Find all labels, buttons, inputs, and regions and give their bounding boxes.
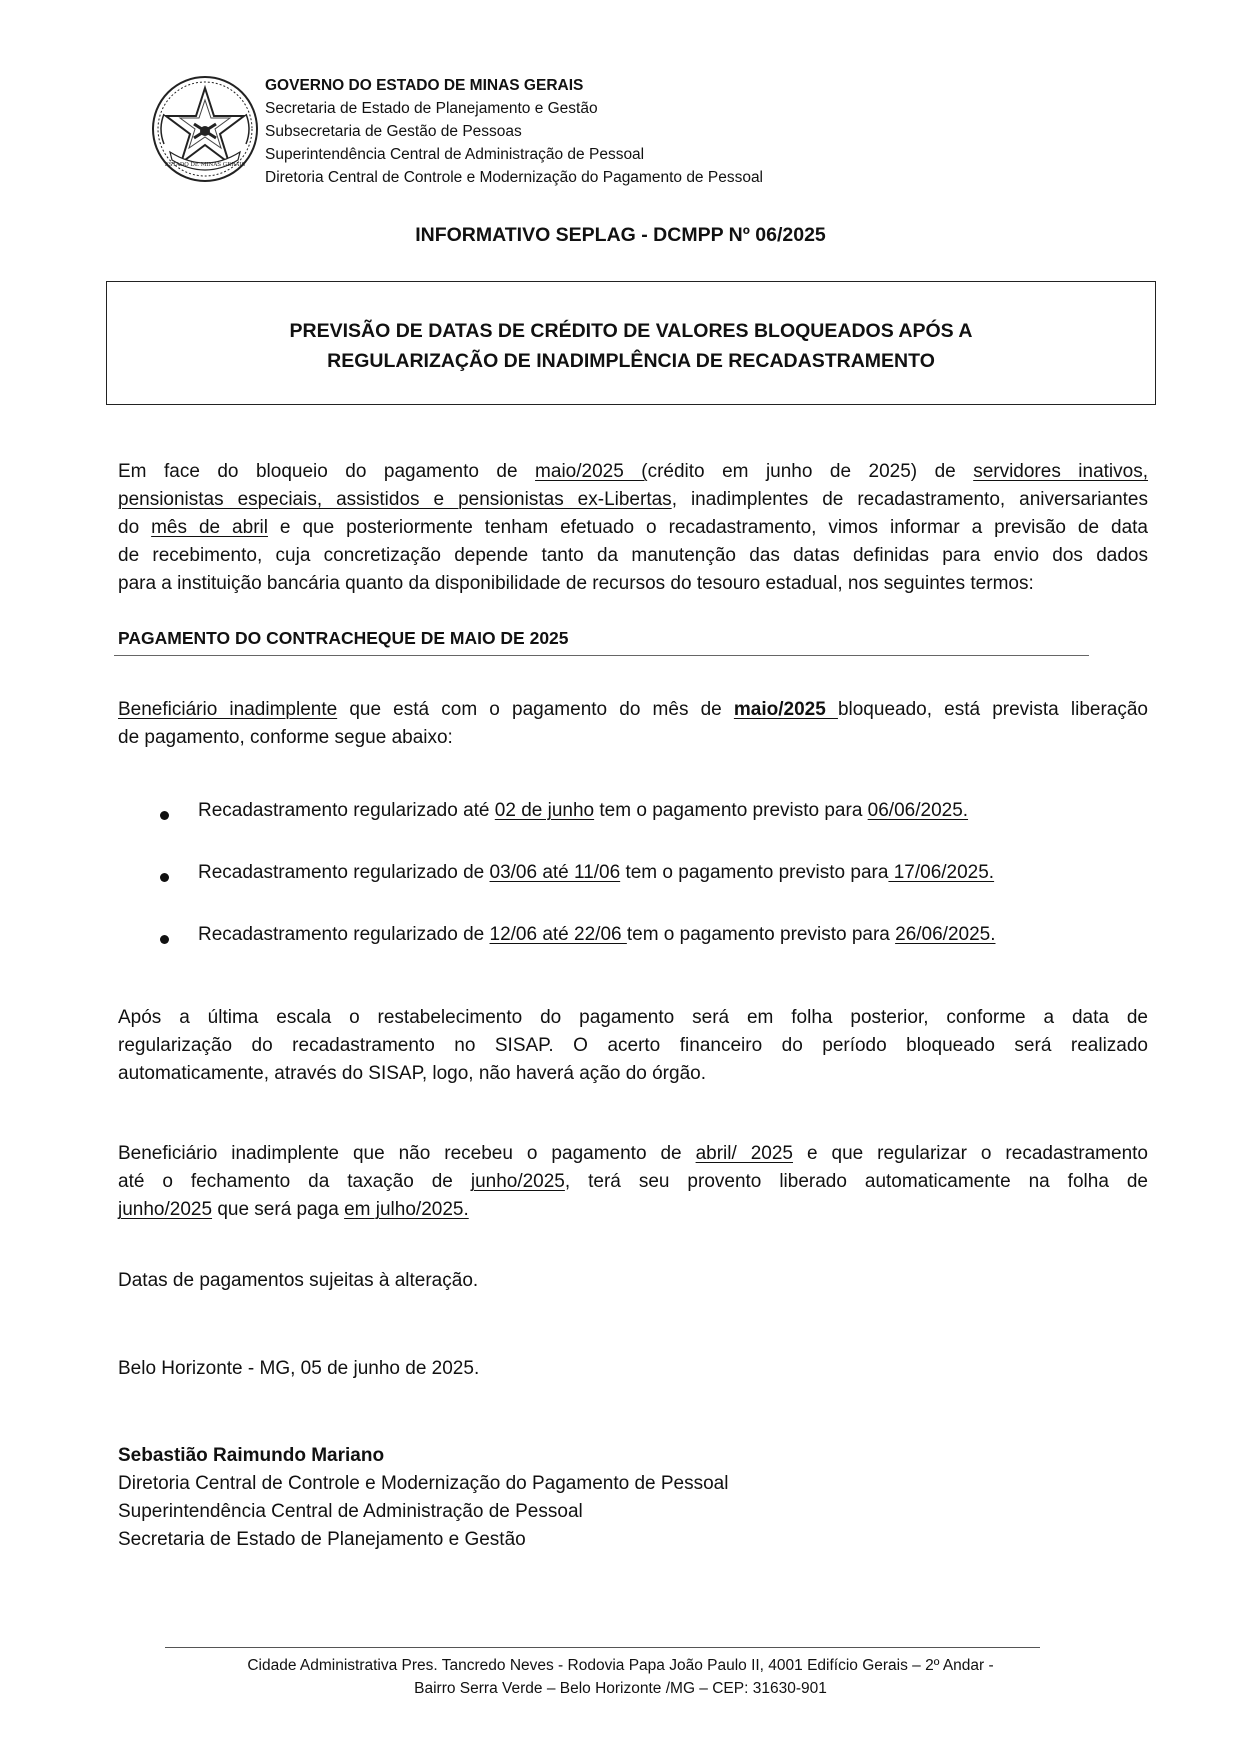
footer-line-2: Bairro Serra Verde – Belo Horizonte /MG – CEP: 31630-901 xyxy=(414,1680,827,1697)
signatory-name: Sebastião Raimundo Mariano xyxy=(118,1445,385,1466)
signatory-dept-1: Diretoria Central de Controle e Modernização do Pagamento de Pessoal xyxy=(118,1473,729,1494)
section-divider xyxy=(114,655,1089,656)
letterhead-line-subsecretaria: Subsecretaria de Gestão de Pessoas xyxy=(265,123,522,140)
subject-line-2: REGULARIZAÇÃO DE INADIMPLÊNCIA DE RECADASTRAMENTO xyxy=(327,350,935,372)
signatory-dept-3: Secretaria de Estado de Planejamento e Gestão xyxy=(118,1529,526,1550)
notice-text: Datas de pagamentos sujeitas à alteração. xyxy=(118,1270,479,1291)
letterhead-org: GOVERNO DO ESTADO DE MINAS GERAIS xyxy=(265,77,584,94)
subject-line-1: PREVISÃO DE DATAS DE CRÉDITO DE VALORES BLOQUEADOS APÓS A xyxy=(289,320,973,342)
underlined-pensioners: pensionistas especiais, assistidos e pensionistas ex-Libertas xyxy=(118,489,672,510)
subject-box xyxy=(106,281,1156,405)
bullet-dot-icon xyxy=(160,811,169,820)
document-title: INFORMATIVO SEPLAG - DCMPP Nº 06/2025 xyxy=(415,224,826,246)
signatory-dept-2: Superintendência Central de Administração de Pessoal xyxy=(118,1501,583,1522)
april-paragraph: Beneficiário inadimplente que não recebeu o pagamento de abril/ 2025 e que regularizar o recadastramento até o fechamento da taxação de junho/2025, terá seu provento liberado automaticamente na folha de junho/2025 que será paga em julho/2025. xyxy=(118,1143,1148,1220)
footer-address xyxy=(0,1654,1241,1700)
state-seal-logo xyxy=(150,74,260,184)
bullet-dot-icon xyxy=(160,873,169,882)
bullet-dot-icon xyxy=(160,935,169,944)
footer-line-1: Cidade Administrativa Pres. Tancredo Neves - Rodovia Papa João Paulo II, 4001 Edifício Gerais – 2º Andar - xyxy=(247,1657,994,1674)
intro-paragraph: Em face do bloqueio do pagamento de maio/2025 (crédito em junho de 2025) de servidores inativos, pensionistas especiais, assistidos e pensionistas ex-Libertas, inadimplentes de recadastramento, aniversariantes do mês de abril e que posteriormente tenham efetuado o recadastramento, vimos informar a previsão de data de recebimento, cuja concretização depende tanto da manutenção das datas definidas para envio dos dados para a instituição bancária quanto da disponibilidade de recursos do tesouro estadual, nos seguintes termos: xyxy=(118,461,1149,594)
letterhead-line-secretaria: Secretaria de Estado de Planejamento e Gestão xyxy=(265,100,598,117)
underlined-beneficiaries: servidores inativos, xyxy=(973,461,1149,482)
place-date: Belo Horizonte - MG, 05 de junho de 2025. xyxy=(118,1358,480,1379)
underlined-month: maio/2025 ( xyxy=(535,461,648,482)
letterhead xyxy=(265,74,763,189)
restoration-paragraph: Após a última escala o restabelecimento do pagamento será em folha posterior, conforme a data de regularização do recadastramento no SISAP. O acerto financeiro do período bloqueado será realizado automaticamente, através do SISAP, logo, não haverá ação do órgão. xyxy=(118,1007,1148,1084)
letterhead-line-superintendencia: Superintendência Central de Administração de Pessoal xyxy=(265,146,645,163)
footer-divider xyxy=(165,1647,1040,1648)
underlined-may: maio/2025 xyxy=(733,699,838,720)
section-heading: PAGAMENTO DO CONTRACHEQUE DE MAIO DE 2025 xyxy=(118,628,569,648)
underlined-april: mês de abril xyxy=(151,517,268,538)
signature-block xyxy=(118,1442,728,1554)
beneficiary-paragraph: Beneficiário inadimplente que está com o pagamento do mês de maio/2025 bloqueado, está prevista liberação de pagamento, conforme segue abaixo: xyxy=(118,699,1149,748)
seal-banner-text: ESTADO DE MINAS GERAIS xyxy=(164,162,246,168)
letterhead-line-diretoria: Diretoria Central de Controle e Modernização do Pagamento de Pessoal xyxy=(265,169,764,186)
